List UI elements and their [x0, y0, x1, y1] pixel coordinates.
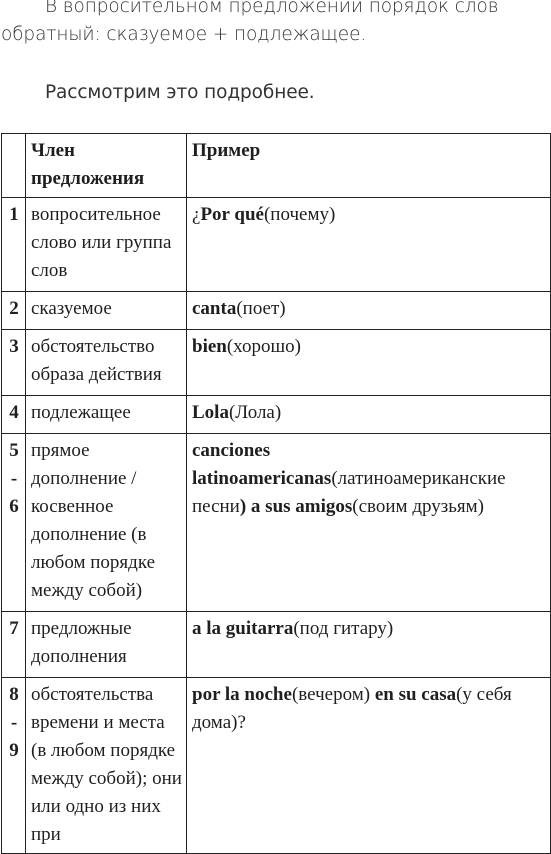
table-header-row	[2, 134, 551, 198]
example-spanish-text: por la noche	[192, 684, 292, 705]
row-member-cell: прямое дополнение / косвенное дополнение (в любом порядке между собой)	[26, 434, 187, 612]
row-example-cell	[187, 612, 551, 678]
example-spanish-text: canta	[192, 298, 237, 319]
table-row	[2, 678, 551, 854]
example-spanish-text: bien	[192, 336, 227, 357]
table-row	[2, 330, 551, 396]
example-translation-text: (хорошо)	[226, 336, 301, 357]
example-spanish-text: Por qué	[200, 204, 264, 225]
table-row	[2, 612, 551, 678]
example-translation-text: (почему)	[263, 204, 336, 225]
example-spanish-text: Lola	[192, 402, 229, 423]
row-example-cell	[187, 396, 551, 434]
example-translation-text: (вечером)	[291, 684, 375, 705]
row-member-cell: подлежащее	[26, 396, 187, 434]
intro-line-3: Рассмотрим это подробнее.	[45, 82, 315, 103]
example-translation-text: (латиноамериканские песни	[192, 468, 506, 517]
row-num-cell: 2	[2, 292, 26, 330]
word-order-table	[1, 133, 551, 854]
row-num-cell: 8 - 9	[2, 678, 26, 854]
example-translation-text: (у себя дома)?	[192, 684, 512, 733]
row-example-cell	[187, 292, 551, 330]
row-num-cell: 7	[2, 612, 26, 678]
row-example-cell	[187, 678, 551, 854]
header-num-cell	[2, 134, 26, 198]
example-translation-text: ¿	[192, 204, 201, 225]
example-translation-text: (поет)	[236, 298, 286, 319]
row-member-cell: вопросительное слово или группа слов	[26, 198, 187, 292]
row-member-cell: обстоятельство образа действия	[26, 330, 187, 396]
example-spanish-text: ) a sus amigos	[239, 496, 353, 517]
example-translation-text: (своим друзьям)	[352, 496, 485, 517]
row-member-cell: сказуемое	[26, 292, 187, 330]
intro-paragraph	[1, 0, 549, 49]
example-translation-text: (Лола)	[228, 402, 282, 423]
intro-line-2: обратный: сказуемое + подлежащее.	[1, 24, 367, 45]
header-member-cell: Член предложения	[26, 134, 187, 198]
intro-line-1: В вопросительном предложении порядок слов	[45, 0, 499, 17]
row-example-cell	[187, 434, 551, 612]
example-spanish-text: canciones latinoamericanas	[192, 440, 332, 489]
table-row	[2, 292, 551, 330]
table-body	[2, 134, 551, 854]
row-example-cell	[187, 330, 551, 396]
row-num-cell: 1	[2, 198, 26, 292]
example-spanish-text: en su casa	[374, 684, 457, 705]
example-spanish-text: a la guitarra	[192, 618, 294, 639]
row-num-cell: 5 - 6	[2, 434, 26, 612]
header-example-cell: Пример	[187, 134, 551, 198]
row-num-cell: 3	[2, 330, 26, 396]
table-row	[2, 198, 551, 292]
row-member-cell: предложные дополнения	[26, 612, 187, 678]
row-example-cell	[187, 198, 551, 292]
example-translation-text: (под гитару)	[293, 618, 394, 639]
row-num-cell: 4	[2, 396, 26, 434]
table-row	[2, 434, 551, 612]
row-member-cell: обстоятельства времени и места (в любом порядке между собой); они или одно из них при	[26, 678, 187, 854]
table-row	[2, 396, 551, 434]
